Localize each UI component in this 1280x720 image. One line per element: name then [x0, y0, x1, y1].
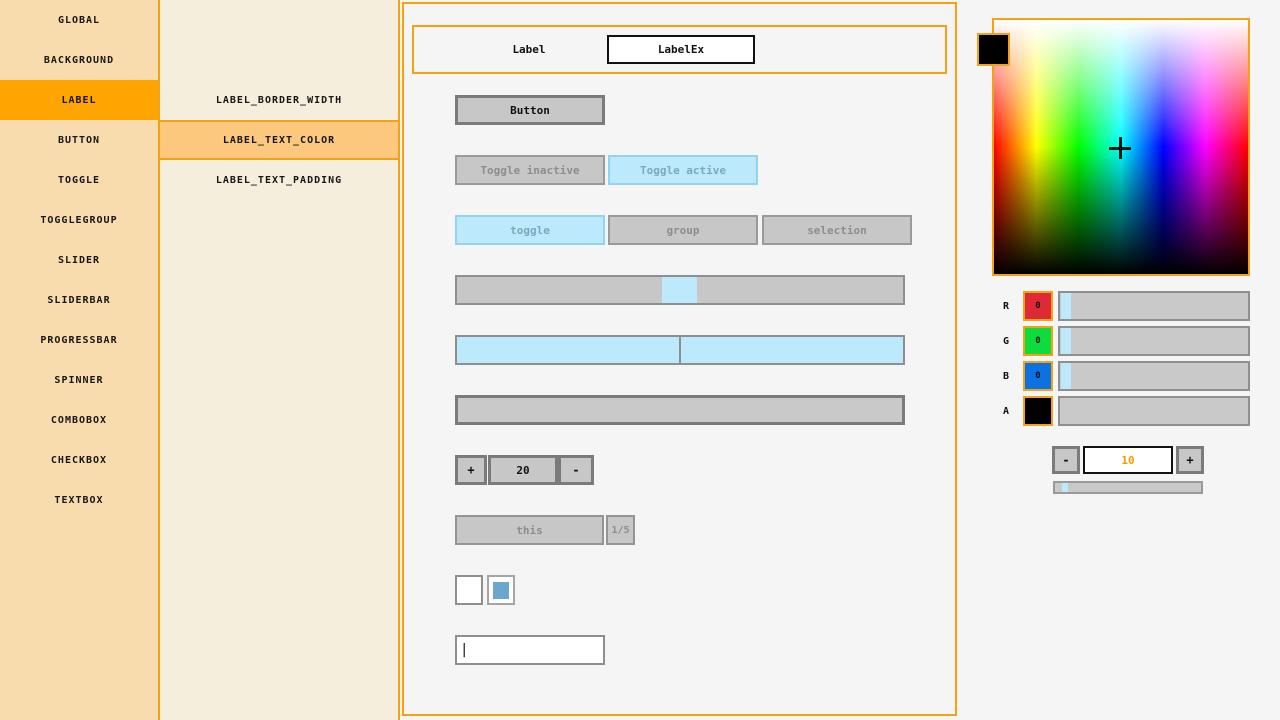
toggle-inactive-preview[interactable]: Toggle inactive: [455, 155, 605, 185]
text-cursor: |: [460, 642, 469, 658]
channel-label-b: B: [1002, 370, 1010, 382]
toggle-group-item-selection[interactable]: selection: [762, 215, 912, 245]
toggle-group-item-group[interactable]: group: [608, 215, 758, 245]
channel-swatch-r: 0: [1023, 291, 1053, 321]
sidebar-item-button[interactable]: BUTTON: [57, 134, 101, 146]
channel-slider-handle-r[interactable]: [1061, 293, 1071, 319]
sidebar-item-label[interactable]: LABEL: [0, 80, 158, 120]
slider-handle[interactable]: [662, 277, 697, 303]
picker-spinner-value[interactable]: 10: [1083, 446, 1173, 474]
progressbar-preview: [455, 395, 905, 425]
sidebar-item-togglegroup[interactable]: TOGGLEGROUP: [40, 214, 118, 226]
picker-mini-slider-handle[interactable]: [1062, 483, 1068, 492]
property-item-label-text-color[interactable]: LABEL_TEXT_COLOR: [160, 120, 398, 160]
picker-spinner-decrement-button[interactable]: -: [1052, 446, 1080, 474]
property-sidebar: [160, 0, 400, 720]
toggle-active-preview[interactable]: Toggle active: [608, 155, 758, 185]
channel-slider-handle-b[interactable]: [1061, 363, 1071, 389]
channel-swatch-g: 0: [1023, 326, 1053, 356]
sidebar-item-spinner[interactable]: SPINNER: [54, 374, 104, 386]
sidebar-item-toggle[interactable]: TOGGLE: [57, 174, 101, 186]
channel-row-b: [957, 361, 1280, 391]
spinner-decrement-button[interactable]: -: [558, 455, 594, 485]
channel-slider-g[interactable]: [1058, 326, 1250, 356]
channel-slider-r[interactable]: [1058, 291, 1250, 321]
button-preview[interactable]: Button: [455, 95, 605, 125]
label-preview-container: [412, 25, 947, 74]
checkbox-unchecked[interactable]: [455, 575, 483, 605]
checkbox-checked-fill: [493, 582, 509, 599]
sidebar-item-global[interactable]: GLOBAL: [57, 14, 101, 26]
sidebar-item-slider[interactable]: SLIDER: [57, 254, 101, 266]
combobox-page-indicator[interactable]: 1/5: [606, 515, 635, 545]
picked-color-swatch: [977, 33, 1010, 66]
property-item-label-border-width[interactable]: LABEL_BORDER_WIDTH: [215, 94, 343, 106]
combobox-preview[interactable]: this: [455, 515, 604, 545]
picker-mini-slider[interactable]: [1053, 481, 1203, 494]
channel-label-r: R: [1002, 300, 1010, 312]
spinner-value: 20: [488, 455, 558, 485]
sidebar-item-sliderbar[interactable]: SLIDERBAR: [47, 294, 111, 306]
channel-slider-a[interactable]: [1058, 396, 1250, 426]
channel-label-g: G: [1002, 335, 1010, 347]
channel-label-a: A: [1002, 405, 1010, 417]
checkbox-checked[interactable]: [487, 575, 515, 605]
sidebar-item-checkbox[interactable]: CHECKBOX: [50, 454, 108, 466]
textbox-preview[interactable]: [455, 635, 605, 665]
color-gradient-square[interactable]: [992, 18, 1250, 276]
color-crosshair-icon: [1109, 137, 1131, 159]
spinner-increment-button[interactable]: +: [455, 455, 487, 485]
property-item-label-text-padding[interactable]: LABEL_TEXT_PADDING: [215, 174, 343, 186]
sidebar-item-background[interactable]: BACKGROUND: [43, 54, 115, 66]
sidebar-item-textbox[interactable]: TEXTBOX: [54, 494, 104, 506]
channel-row-a: [957, 396, 1280, 426]
channel-row-r: [957, 291, 1280, 321]
label-preview: Label: [512, 43, 546, 56]
channel-swatch-a: [1023, 396, 1053, 426]
sidebar-item-combobox[interactable]: COMBOBOX: [50, 414, 108, 426]
preview-panel: [402, 2, 957, 716]
color-picker-panel: [957, 0, 1280, 720]
labelex-preview: LabelEx: [607, 35, 755, 64]
channel-slider-b[interactable]: [1058, 361, 1250, 391]
sidebar-item-progressbar[interactable]: PROGRESSBAR: [40, 334, 118, 346]
slider-preview[interactable]: [455, 275, 905, 305]
channel-swatch-b: 0: [1023, 361, 1053, 391]
channel-slider-handle-g[interactable]: [1061, 328, 1071, 354]
sliderbar-preview[interactable]: [455, 335, 905, 365]
toggle-group-item-toggle[interactable]: toggle: [455, 215, 605, 245]
component-sidebar: [0, 0, 160, 720]
picker-spinner-increment-button[interactable]: +: [1176, 446, 1204, 474]
channel-row-g: [957, 326, 1280, 356]
sliderbar-divider: [679, 337, 681, 363]
